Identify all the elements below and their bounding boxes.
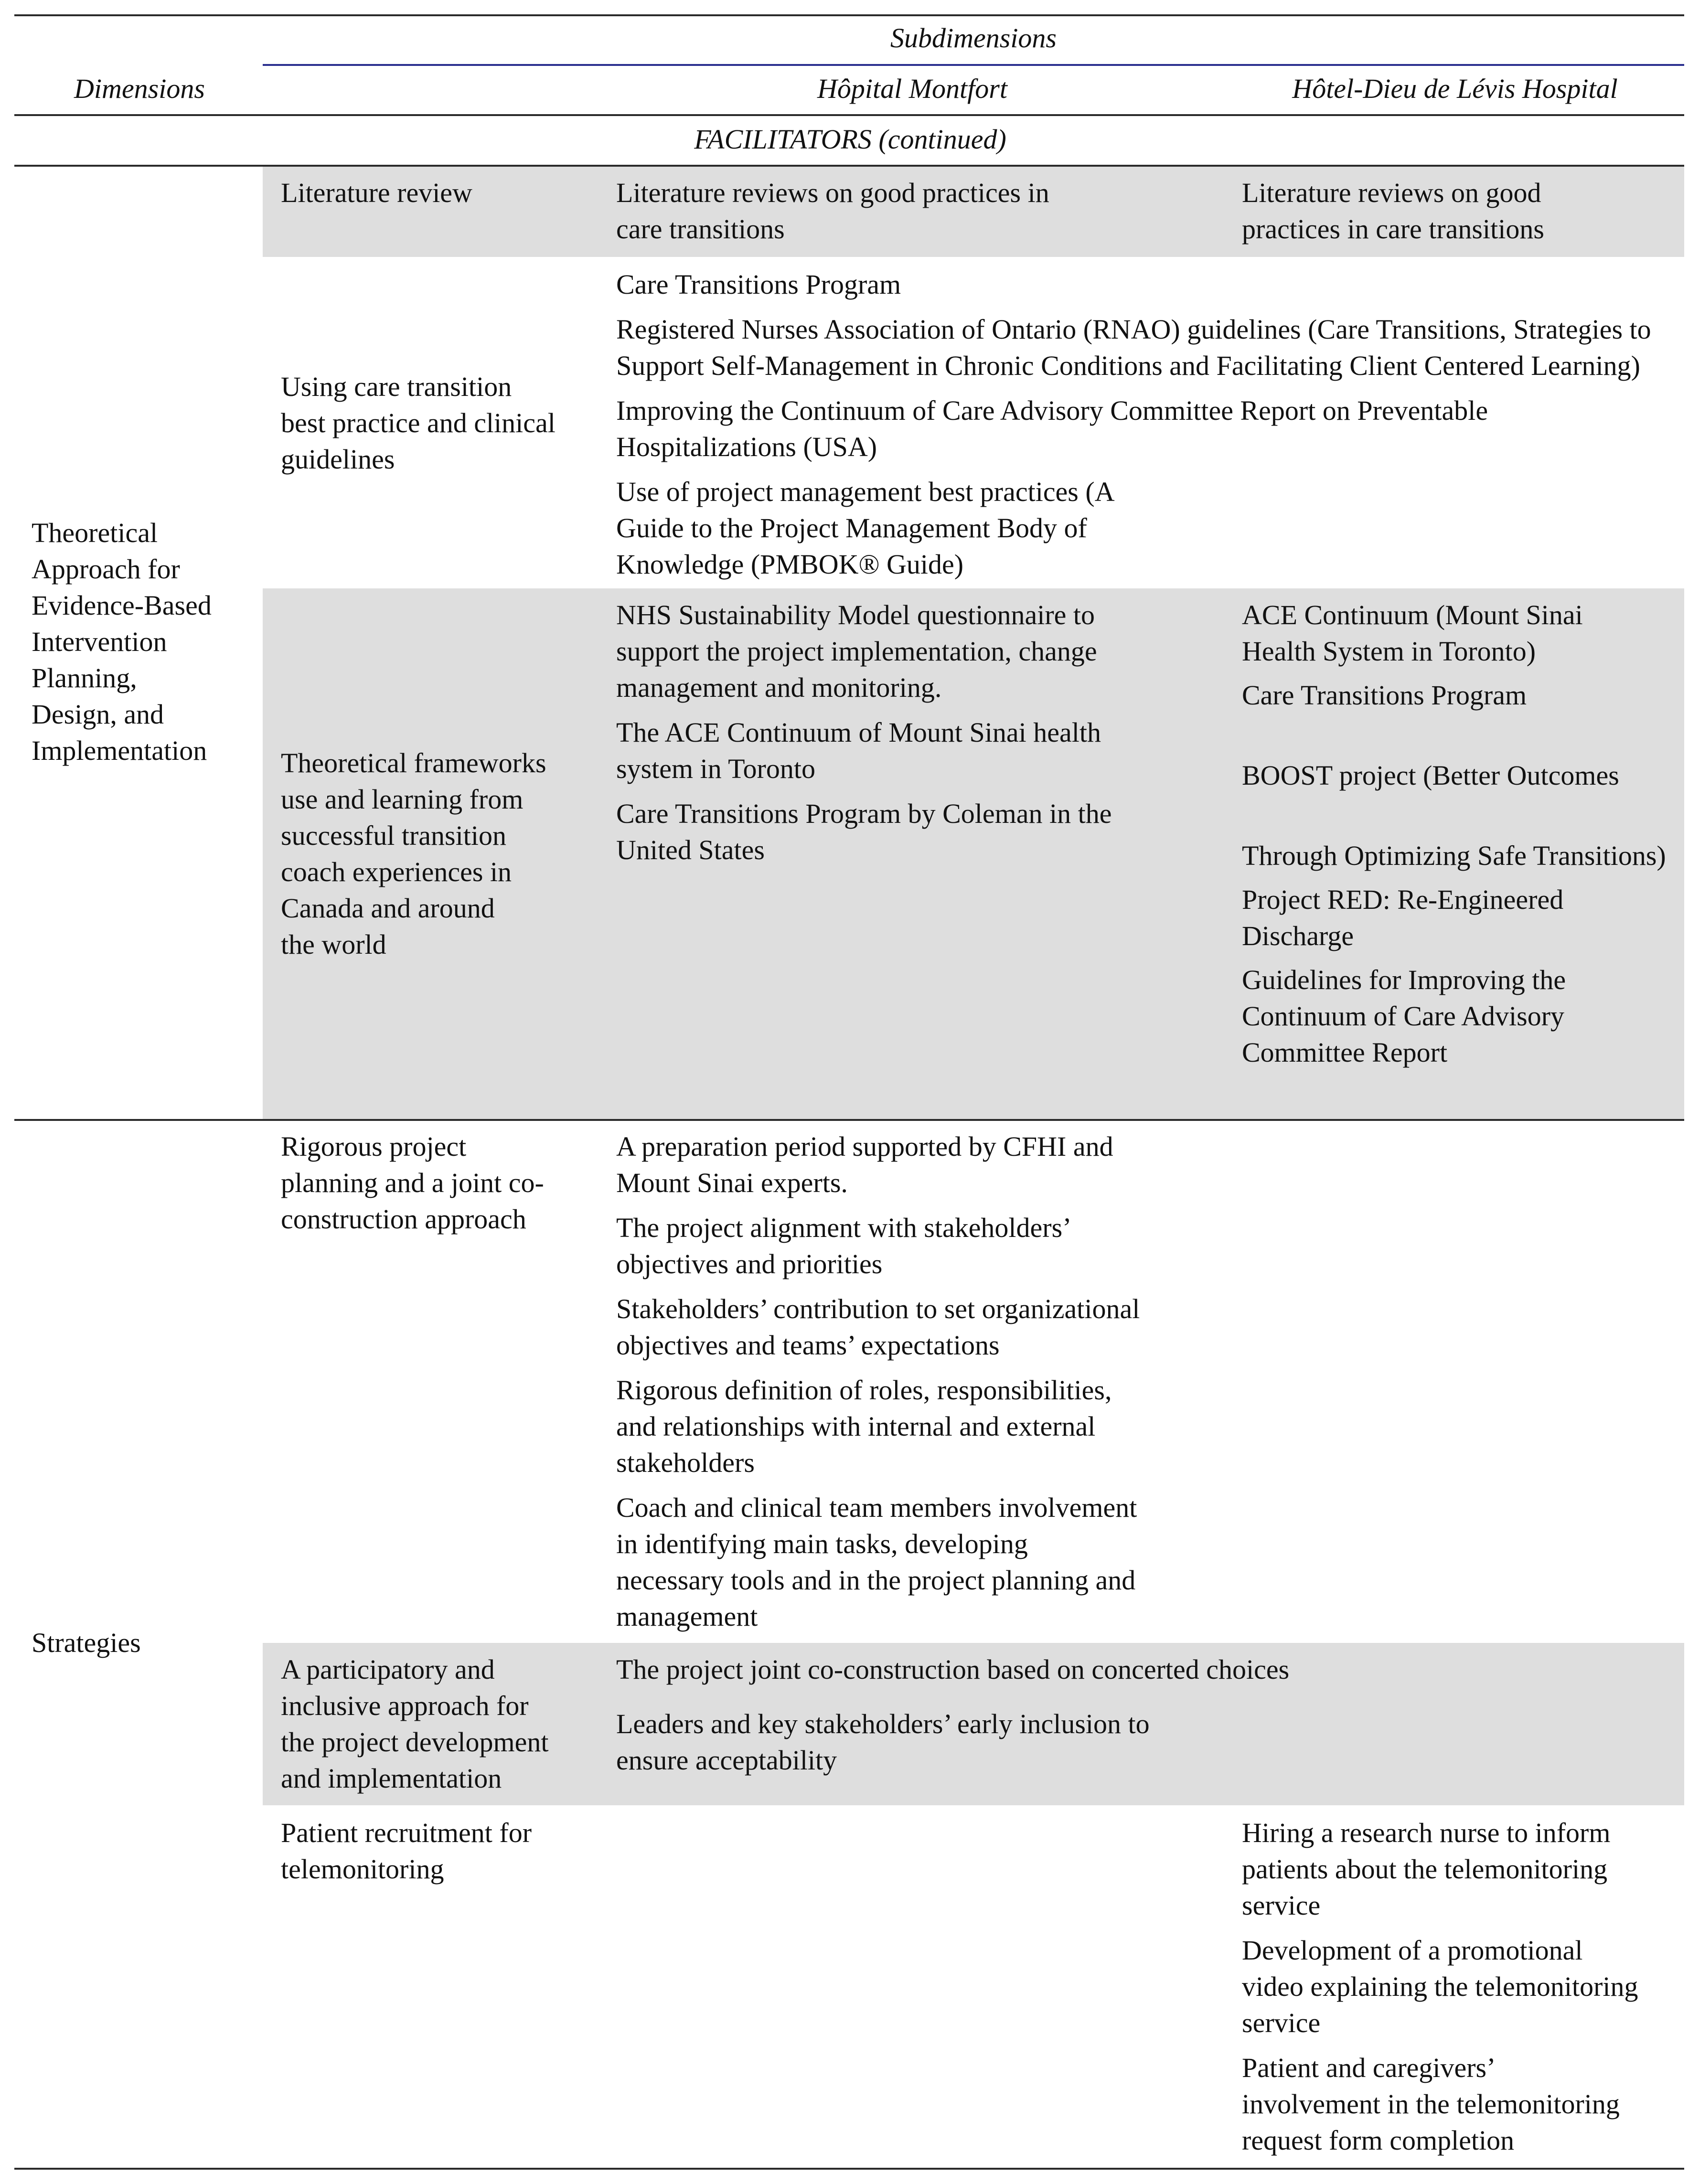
- subdimensions-rule: [263, 64, 1684, 66]
- entry-line: patients about the telemonitoring: [1242, 1854, 1608, 1885]
- dimension-name-line: Design, and: [32, 699, 164, 730]
- dimension-name-line: Implementation: [32, 735, 207, 766]
- cell-entry: [616, 1291, 1140, 1364]
- levis-cell-patient-recruitment: [1242, 1815, 1638, 2167]
- subdimension-line: planning and a joint co-: [281, 1167, 544, 1198]
- dimension-name: [32, 1625, 141, 1661]
- subdimension-patient-recruitment: [281, 1815, 532, 1887]
- subdimension-line: construction approach: [281, 1204, 526, 1235]
- subdimension-line: best practice and clinical: [281, 407, 556, 438]
- levis-cell-literature-review: [1242, 175, 1544, 256]
- subdimension-best-practice-guidelines: [281, 369, 556, 478]
- dimension-name-line: Approach for: [32, 554, 180, 585]
- entry-line: management: [616, 1601, 758, 1632]
- subdimension-line: Literature review: [281, 177, 472, 208]
- entry-line: Project RED: Re-Engineered: [1242, 884, 1564, 915]
- subdimensions-header: Subdimensions: [890, 22, 1057, 53]
- subdimension-line: Theoretical frameworks: [281, 747, 546, 778]
- entry-line: request form completion: [1242, 2125, 1515, 2156]
- cell-entry: [616, 474, 1651, 583]
- subdimension-line: the project development: [281, 1726, 549, 1758]
- entry-line: service: [1242, 2007, 1321, 2038]
- entry-line: Patient and caregivers’: [1242, 2052, 1496, 2083]
- section-label: FACILITATORS (continued): [694, 124, 1006, 155]
- cell-entry: [616, 1372, 1140, 1481]
- subdimension-literature-review: [281, 175, 472, 211]
- cell-entry: [616, 266, 1651, 303]
- entry-line: and relationships with internal and external: [616, 1411, 1096, 1442]
- entry-line: Improving the Continuum of Care Advisory Committee Report on Preventable: [616, 395, 1488, 426]
- entry-line: NHS Sustainability Model questionnaire to: [616, 599, 1095, 630]
- subdimension-line: inclusive approach for: [281, 1690, 529, 1721]
- entry-line: Care Transitions Program: [616, 269, 901, 300]
- cell-entry: [616, 1129, 1140, 1201]
- cell-entry: [1242, 757, 1619, 794]
- cell-entry: [616, 311, 1651, 384]
- entry-line: care transitions: [616, 213, 785, 245]
- entry-line: objectives and priorities: [616, 1248, 883, 1279]
- entry-line: involvement in the telemonitoring: [1242, 2088, 1620, 2120]
- entry-line: Care Transitions Program: [1242, 680, 1527, 711]
- cell-entry: [1242, 677, 1527, 714]
- entry-line: The project alignment with stakeholders’: [616, 1212, 1072, 1243]
- montfort-cell-literature-review: [616, 175, 1049, 256]
- dimension-name-line: Intervention: [32, 626, 167, 657]
- entry-line: Literature reviews on good practices in: [616, 177, 1049, 208]
- cell-entry: [1242, 962, 1566, 1071]
- entry-line: management and monitoring.: [616, 672, 942, 703]
- cell-entry: [1242, 1932, 1638, 2041]
- cell-entry: [616, 393, 1651, 465]
- spanning-cell-best-practice-guidelines: [616, 266, 1651, 591]
- entry-line: Hospitalizations (USA): [616, 431, 877, 462]
- subdimension-line: and implementation: [281, 1763, 502, 1794]
- entry-line: support the project implementation, change: [616, 636, 1097, 667]
- entry-line: service: [1242, 1890, 1321, 1921]
- entry-line: objectives and teams’ expectations: [616, 1330, 1000, 1361]
- header-bottom-rule: [14, 114, 1684, 116]
- entry-line: The project joint co-construction based on concerted choices: [616, 1654, 1290, 1685]
- cell-entry: [616, 1706, 1289, 1779]
- montfort-cell-rigorous-planning: [616, 1129, 1140, 1643]
- dimension-name-line: Theoretical: [32, 517, 158, 548]
- top-rule: [14, 14, 1684, 16]
- entry-line: Health System in Toronto): [1242, 636, 1536, 667]
- entry-line: Committee Report: [1242, 1037, 1448, 1068]
- subdimension-line: the world: [281, 929, 386, 960]
- entry-line: Guide to the Project Management Body of: [616, 512, 1087, 543]
- entry-line: Knowledge (PMBOK® Guide): [616, 549, 964, 580]
- entry-line: BOOST project (Better Outcomes: [1242, 760, 1619, 791]
- cell-entry: [1242, 1815, 1638, 1924]
- cell-entry: [1242, 175, 1544, 247]
- cell-entry: [616, 714, 1112, 787]
- entry-line: Mount Sinai experts.: [616, 1167, 848, 1198]
- entry-line: practices in care transitions: [1242, 213, 1544, 245]
- dimension-name: [32, 515, 212, 769]
- cell-entry: [1242, 882, 1563, 954]
- subdimension-line: A participatory and: [281, 1654, 495, 1685]
- subdimension-line: guidelines: [281, 444, 395, 475]
- cell-entry: [616, 175, 1049, 247]
- montfort-cell-theoretical-frameworks: [616, 597, 1112, 877]
- subdimension-line: Rigorous project: [281, 1131, 467, 1162]
- cell-entry: [616, 1651, 1289, 1688]
- subdimension-theoretical-frameworks: [281, 745, 546, 963]
- cell-entry: [1242, 2050, 1638, 2159]
- entry-line: Use of project management best practices (A: [616, 476, 1115, 507]
- entry-line: Discharge: [1242, 920, 1354, 951]
- dimension-name-line: Evidence-Based: [32, 590, 212, 621]
- entry-line: ACE Continuum (Mount Sinai: [1242, 599, 1583, 630]
- subdimension-rigorous-planning: [281, 1129, 544, 1237]
- subdimension-line: Using care transition: [281, 371, 512, 402]
- entry-line: Rigorous definition of roles, responsibilities,: [616, 1374, 1112, 1406]
- subdimension-line: coach experiences in: [281, 856, 512, 887]
- entry-line: Support Self-Management in Chronic Conditions and Facilitating Client Centered Learning): [616, 350, 1640, 381]
- entry-line: Care Transitions Program by Coleman in the: [616, 798, 1112, 829]
- entry-line: in identifying main tasks, developing: [616, 1528, 1028, 1559]
- subdimension-participatory-approach: [281, 1651, 548, 1797]
- entry-line: Registered Nurses Association of Ontario (RNAO) guidelines (Care Transitions, Strategies to: [616, 314, 1651, 345]
- entry-line: The ACE Continuum of Mount Sinai health: [616, 717, 1101, 748]
- entry-line: video explaining the telemonitoring: [1242, 1971, 1638, 2002]
- cell-entry: [616, 597, 1112, 706]
- dimension-divider-rule: [14, 1119, 1684, 1121]
- entry-line: stakeholders: [616, 1447, 755, 1478]
- dimensions-header: Dimensions: [74, 73, 205, 104]
- subdimension-line: Patient recruitment for: [281, 1817, 532, 1848]
- dimension-name-line: Planning,: [32, 662, 137, 693]
- entry-line: system in Toronto: [616, 753, 815, 784]
- cell-entry: [1242, 838, 1666, 874]
- entry-line: Hiring a research nurse to inform: [1242, 1817, 1611, 1848]
- entry-line: A preparation period supported by CFHI and: [616, 1131, 1113, 1162]
- cell-entry: [616, 1210, 1140, 1282]
- subdimension-line: telemonitoring: [281, 1854, 444, 1885]
- entry-line: Development of a promotional: [1242, 1935, 1583, 1966]
- entry-line: Continuum of Care Advisory: [1242, 1001, 1565, 1032]
- subdimension-line: successful transition: [281, 820, 506, 851]
- entry-line: United States: [616, 834, 765, 865]
- subdimension-line: use and learning from: [281, 784, 524, 815]
- entry-line: Through Optimizing Safe Transitions): [1242, 840, 1666, 871]
- spanning-cell-participatory-approach: [616, 1651, 1289, 1787]
- cell-entry: [1242, 597, 1583, 670]
- entry-line: ensure acceptability: [616, 1745, 837, 1776]
- column-header-levis: Hôtel-Dieu de Lévis Hospital: [1292, 73, 1618, 104]
- entry-line: Coach and clinical team members involvement: [616, 1492, 1137, 1523]
- bottom-rule: [14, 2168, 1684, 2170]
- entry-line: necessary tools and in the project planning and: [616, 1565, 1136, 1596]
- entry-line: Leaders and key stakeholders’ early inclusion to: [616, 1708, 1150, 1739]
- entry-line: Stakeholders’ contribution to set organizational: [616, 1293, 1140, 1324]
- dimension-name-line: Strategies: [32, 1627, 141, 1658]
- subdimension-line: Canada and around: [281, 893, 495, 924]
- column-header-montfort: Hôpital Montfort: [817, 73, 1007, 104]
- entry-line: Guidelines for Improving the: [1242, 964, 1566, 995]
- cell-entry: [616, 796, 1112, 868]
- cell-entry: [616, 1490, 1140, 1635]
- entry-line: Literature reviews on good: [1242, 177, 1541, 208]
